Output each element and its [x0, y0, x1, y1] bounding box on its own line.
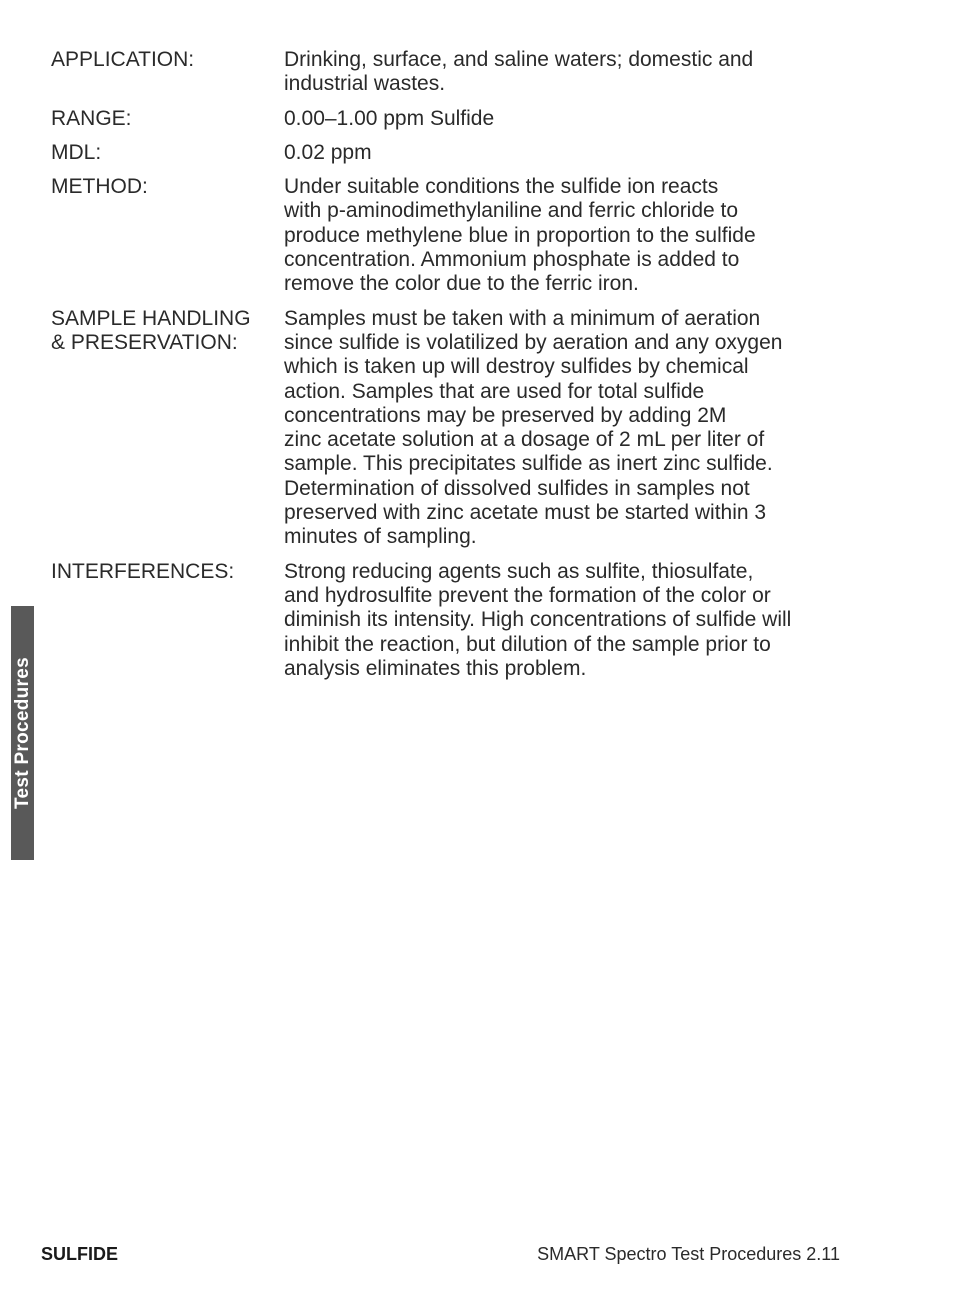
text-line: minutes of sampling.	[284, 525, 477, 549]
section-method	[51, 175, 831, 296]
section-label: MDL:	[51, 140, 102, 164]
text-line: inhibit the reaction, but dilution of the sample prior to	[284, 632, 771, 656]
text-line: concentrations may be preserved by adding 2M	[284, 403, 727, 427]
text-line: since sulfide is volatilized by aeration and any oxygen	[284, 330, 783, 354]
section-text	[284, 141, 831, 165]
section-label: SAMPLE HANDLING & PRESERVATION:	[51, 306, 251, 354]
text-line: Under suitable conditions the sulfide ion reacts	[284, 175, 719, 199]
section-interferences	[51, 560, 831, 681]
section-text	[284, 307, 831, 550]
text-line: analysis eliminates this problem.	[284, 656, 587, 680]
section-text	[284, 107, 831, 131]
text-line: 0.00–1.00 ppm Sulfide	[284, 106, 495, 130]
text-line: Strong reducing agents such as sulfite, thiosulfate,	[284, 559, 754, 583]
section-label: RANGE:	[51, 106, 132, 130]
side-tab-label: Test Procedures	[11, 657, 33, 809]
text-line: preserved with zinc acetate must be started within 3	[284, 501, 767, 525]
text-line: remove the color due to the ferric iron.	[284, 272, 639, 296]
section-label: INTERFERENCES:	[51, 559, 235, 583]
section-mdl	[51, 141, 831, 165]
section-label: APPLICATION:	[51, 48, 195, 71]
section-label: METHOD:	[51, 175, 148, 199]
text-line: concentration. Ammonium phosphate is added to	[284, 248, 740, 272]
section-text	[284, 175, 831, 296]
text-line: diminish its intensity. High concentrations of sulfide will	[284, 608, 792, 632]
text-line: zinc acetate solution at a dosage of 2 mL per liter of	[284, 428, 765, 452]
text-line: and hydrosulfite prevent the formation of the color or	[284, 583, 771, 607]
footer-section-name: SULFIDE	[41, 1244, 119, 1264]
text-line: industrial wastes.	[284, 72, 446, 96]
footer-page-number: SMART Spectro Test Procedures 2.11	[537, 1244, 840, 1264]
text-line: Samples must be taken with a minimum of aeration	[284, 306, 761, 330]
section-text	[284, 560, 831, 681]
text-line: action. Samples that are used for total sulfide	[284, 379, 705, 403]
text-line: Drinking, surface, and saline waters; domestic and	[284, 48, 754, 71]
section-application	[51, 48, 831, 97]
section-text	[284, 48, 831, 97]
text-line: produce methylene blue in proportion to the sulfide	[284, 223, 756, 247]
section-range	[51, 107, 831, 131]
text-line: with p-aminodimethylaniline and ferric chloride to	[284, 199, 739, 223]
procedure-sections	[51, 48, 831, 691]
text-line: Determination of dissolved sulfides in samples not	[284, 476, 750, 500]
section-sample-handling	[51, 307, 831, 550]
text-line: 0.02 ppm	[284, 140, 372, 164]
side-tab	[11, 606, 34, 860]
text-line: sample. This precipitates sulfide as inert zinc sulfide.	[284, 452, 773, 476]
text-line: which is taken up will destroy sulfides by chemical	[284, 355, 749, 379]
